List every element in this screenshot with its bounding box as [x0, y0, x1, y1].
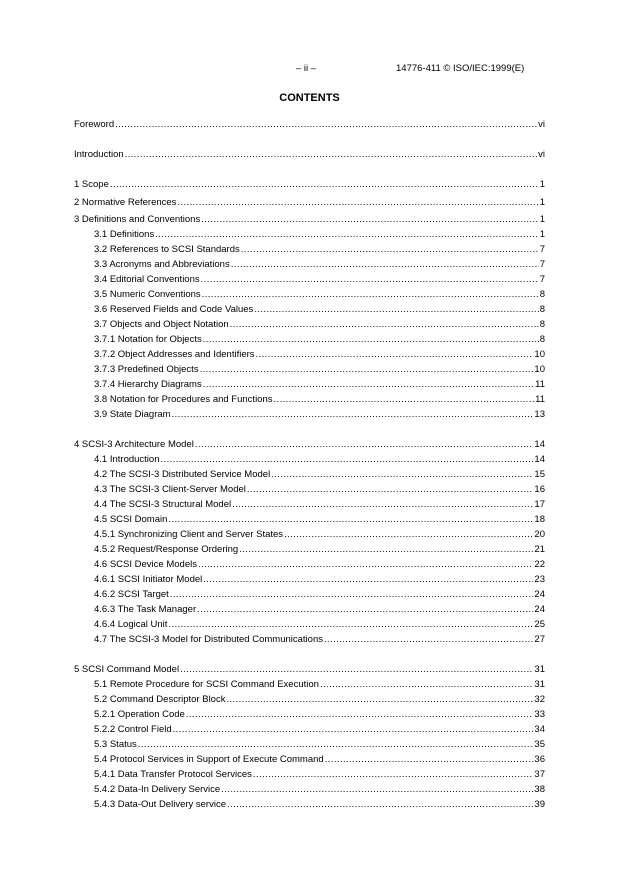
- toc-dot-leader: [227, 798, 533, 811]
- toc-entry-page: 10: [534, 349, 545, 360]
- toc-row[interactable]: [0, 468, 619, 481]
- toc-entry[interactable]: [94, 633, 545, 646]
- toc-entry-label: 3 Definitions and Conventions: [74, 214, 201, 225]
- toc-row[interactable]: [0, 453, 619, 466]
- toc-entry[interactable]: [74, 438, 545, 451]
- toc-dot-leader: [200, 363, 534, 376]
- toc-entry-label: 3.9 State Diagram: [94, 409, 171, 420]
- toc-entry[interactable]: [94, 708, 545, 721]
- toc-entry-page: 1: [539, 179, 545, 190]
- toc-entry[interactable]: [94, 603, 545, 616]
- toc-dot-leader: [256, 348, 534, 361]
- toc-entry-page: 18: [534, 514, 545, 525]
- toc-entry[interactable]: [94, 318, 545, 331]
- document-reference: 14776-411 © ISO/IEC:1999(E): [396, 63, 525, 74]
- toc-entry[interactable]: [94, 393, 545, 406]
- toc-dot-leader: [168, 618, 533, 631]
- toc-entry[interactable]: [74, 148, 545, 161]
- toc-row[interactable]: [0, 213, 619, 226]
- toc-entry-page: 33: [534, 709, 545, 720]
- toc-dot-leader: [230, 318, 539, 331]
- toc-dot-leader: [254, 303, 538, 316]
- toc-row[interactable]: [0, 498, 619, 511]
- toc-dot-leader: [203, 378, 534, 391]
- toc-entry[interactable]: [94, 498, 545, 511]
- page-title: CONTENTS: [279, 92, 340, 104]
- toc-entry-page: 11: [535, 379, 545, 390]
- toc-entry-label: 2 Normative References: [74, 197, 177, 208]
- toc-entry-page: 22: [534, 559, 545, 570]
- toc-entry-label: 3.4 Editorial Conventions: [94, 274, 200, 285]
- toc-entry-label: 4.7 The SCSI-3 Model for Distributed Communications: [94, 634, 323, 645]
- toc-dot-leader: [203, 573, 533, 586]
- toc-row[interactable]: [0, 288, 619, 301]
- toc-entry-label: 4.6.4 Logical Unit: [94, 619, 168, 630]
- toc-entry-label: 5.2.2 Control Field: [94, 724, 172, 735]
- toc-entry[interactable]: [94, 258, 545, 271]
- toc-row[interactable]: [0, 483, 619, 496]
- toc-row[interactable]: [0, 768, 619, 781]
- toc-entry[interactable]: [94, 513, 545, 526]
- toc-row[interactable]: [0, 558, 619, 571]
- toc-dot-leader: [247, 483, 534, 496]
- toc-entry-page: 39: [534, 799, 545, 810]
- toc-entry[interactable]: [94, 753, 545, 766]
- toc-row[interactable]: [0, 543, 619, 556]
- toc-dot-leader: [170, 588, 534, 601]
- toc-row[interactable]: [0, 273, 619, 286]
- toc-entry-page: 16: [534, 484, 545, 495]
- toc-dot-leader: [195, 438, 534, 451]
- toc-entry-page: 23: [534, 574, 545, 585]
- toc-entry[interactable]: [94, 798, 545, 811]
- toc-dot-leader: [115, 118, 537, 131]
- toc-entry[interactable]: [94, 288, 545, 301]
- toc-entry-label: 3.7.2 Object Addresses and Identifiers: [94, 349, 255, 360]
- toc-entry-page: 8: [539, 304, 545, 315]
- toc-row[interactable]: [0, 618, 619, 631]
- toc-entry-label: 4.5.2 Request/Response Ordering: [94, 544, 239, 555]
- toc-entry-page: 1: [539, 197, 545, 208]
- toc-row[interactable]: [0, 783, 619, 796]
- toc-entry-page: 1: [539, 229, 545, 240]
- toc-entry-page: 37: [534, 769, 545, 780]
- toc-entry-page: 36: [534, 754, 545, 765]
- toc-row[interactable]: [0, 723, 619, 736]
- toc-entry-page: 7: [539, 244, 545, 255]
- toc-dot-leader: [177, 196, 538, 209]
- toc-dot-leader: [239, 543, 533, 556]
- toc-entry-label: 3.8 Notation for Procedures and Functions: [94, 394, 273, 405]
- toc-entry-page: 20: [534, 529, 545, 540]
- toc-entry-page: vi: [538, 149, 545, 160]
- toc-row[interactable]: [0, 663, 619, 676]
- toc-row[interactable]: [0, 693, 619, 706]
- toc-row[interactable]: [0, 798, 619, 811]
- toc-entry-label: 5.4.1 Data Transfer Protocol Services: [94, 769, 252, 780]
- toc-entry-page: 11: [535, 394, 545, 405]
- toc-entry-label: 4.5 SCSI Domain: [94, 514, 168, 525]
- toc-entry-label: 4 SCSI-3 Architecture Model: [74, 439, 194, 450]
- toc-dot-leader: [221, 783, 533, 796]
- toc-dot-leader: [180, 663, 533, 676]
- toc-dot-leader: [253, 768, 534, 781]
- toc-entry[interactable]: [94, 468, 545, 481]
- toc-row[interactable]: [0, 438, 619, 451]
- toc-dot-leader: [138, 738, 534, 751]
- toc-row[interactable]: [0, 708, 619, 721]
- toc-dot-leader: [324, 633, 533, 646]
- toc-row[interactable]: [0, 363, 619, 376]
- toc-row[interactable]: [0, 378, 619, 391]
- toc-entry[interactable]: [94, 483, 545, 496]
- toc-row[interactable]: [0, 528, 619, 541]
- toc-entry[interactable]: [94, 768, 545, 781]
- toc-entry-page: 7: [539, 259, 545, 270]
- toc-entry-page: 8: [539, 289, 545, 300]
- toc-entry[interactable]: [94, 558, 545, 571]
- toc-entry[interactable]: [94, 408, 545, 421]
- toc-entry[interactable]: [74, 118, 545, 131]
- toc-row[interactable]: [0, 633, 619, 646]
- toc-row[interactable]: [0, 348, 619, 361]
- toc-row[interactable]: [0, 753, 619, 766]
- toc-entry-page: 32: [534, 694, 545, 705]
- toc-entry-page: 13: [534, 409, 545, 420]
- toc-entry-label: Foreword: [74, 119, 115, 130]
- toc-dot-leader: [161, 453, 534, 466]
- toc-entry-label: 4.4 The SCSI-3 Structural Model: [94, 499, 232, 510]
- toc-dot-leader: [274, 393, 535, 406]
- toc-row[interactable]: [0, 678, 619, 691]
- toc-entry-label: 3.5 Numeric Conventions: [94, 289, 201, 300]
- toc-dot-leader: [284, 528, 533, 541]
- toc-row[interactable]: [0, 738, 619, 751]
- toc-dot-leader: [231, 258, 539, 271]
- toc-entry-label: 3.7 Objects and Object Notation: [94, 319, 229, 330]
- toc-entry-label: 3.2 References to SCSI Standards: [94, 244, 240, 255]
- toc-dot-leader: [168, 513, 533, 526]
- toc-entry[interactable]: [94, 588, 545, 601]
- toc-entry[interactable]: [94, 228, 545, 241]
- toc-entry-page: 14: [534, 439, 545, 450]
- toc-dot-leader: [320, 678, 533, 691]
- toc-row[interactable]: [0, 303, 619, 316]
- toc-entry[interactable]: [94, 348, 545, 361]
- toc-entry-page: 25: [534, 619, 545, 630]
- toc-entry[interactable]: [94, 618, 545, 631]
- toc-entry-page: 38: [534, 784, 545, 795]
- toc-entry[interactable]: [94, 783, 545, 796]
- toc-row[interactable]: [0, 258, 619, 271]
- toc-entry-page: 8: [539, 319, 545, 330]
- toc-dot-leader: [125, 148, 537, 161]
- toc-entry[interactable]: [74, 196, 545, 209]
- toc-entry-label: 5.4.2 Data-In Delivery Service: [94, 784, 221, 795]
- page-number: – ii –: [296, 63, 317, 74]
- toc-row[interactable]: [0, 393, 619, 406]
- toc-entry[interactable]: [94, 243, 545, 256]
- toc-entry-label: 4.6.2 SCSI Target: [94, 589, 169, 600]
- toc-entry-label: 3.3 Acronyms and Abbreviations: [94, 259, 230, 270]
- toc-entry-page: 1: [539, 214, 545, 225]
- toc-entry[interactable]: [94, 738, 545, 751]
- toc-dot-leader: [155, 228, 539, 241]
- toc-entry[interactable]: [94, 453, 545, 466]
- toc-entry-label: 5.4.3 Data-Out Delivery service: [94, 799, 226, 810]
- toc-entry-label: 4.6.3 The Task Manager: [94, 604, 197, 615]
- toc-entry[interactable]: [94, 303, 545, 316]
- toc-dot-leader: [198, 558, 533, 571]
- toc-dot-leader: [202, 288, 539, 301]
- toc-entry[interactable]: [94, 573, 545, 586]
- toc-row[interactable]: [0, 588, 619, 601]
- toc-dot-leader: [172, 408, 534, 421]
- toc-entry-label: 1 Scope: [74, 179, 109, 190]
- toc-entry-page: 31: [534, 664, 545, 675]
- toc-entry-page: 17: [534, 499, 545, 510]
- toc-entry[interactable]: [94, 333, 545, 346]
- toc-row[interactable]: [0, 603, 619, 616]
- toc-row[interactable]: [0, 118, 619, 131]
- toc-entry-page: 24: [534, 604, 545, 615]
- toc-dot-leader: [325, 753, 534, 766]
- toc-dot-leader: [271, 468, 533, 481]
- toc-dot-leader: [197, 603, 533, 616]
- toc-dot-leader: [203, 333, 539, 346]
- toc-entry-label: 4.6.1 SCSI Initiator Model: [94, 574, 203, 585]
- toc-entry-page: 21: [534, 544, 545, 555]
- toc-entry[interactable]: [94, 363, 545, 376]
- toc-dot-leader: [241, 243, 539, 256]
- toc-row[interactable]: [0, 333, 619, 346]
- toc-dot-leader: [201, 213, 538, 226]
- toc-entry-page: 14: [534, 454, 545, 465]
- toc-entry-page: vi: [538, 119, 545, 130]
- toc-dot-leader: [226, 693, 533, 706]
- toc-entry-page: 8: [539, 334, 545, 345]
- toc-entry-label: Introduction: [74, 149, 124, 160]
- toc-entry-page: 27: [534, 634, 545, 645]
- toc-entry-label: 3.7.4 Hierarchy Diagrams: [94, 379, 202, 390]
- toc-entry-label: 5 SCSI Command Model: [74, 664, 180, 675]
- toc-entry[interactable]: [94, 723, 545, 736]
- toc-dot-leader: [186, 708, 534, 721]
- toc-entry-label: 3.7.1 Notation for Objects: [94, 334, 202, 345]
- toc-entry[interactable]: [94, 543, 545, 556]
- toc-entry-label: 3.1 Definitions: [94, 229, 155, 240]
- toc-row[interactable]: [0, 513, 619, 526]
- toc-entry[interactable]: [94, 378, 545, 391]
- toc-entry-page: 24: [534, 589, 545, 600]
- toc-entry[interactable]: [74, 213, 545, 226]
- toc-entry-page: 35: [534, 739, 545, 750]
- toc-entry-label: 4.6 SCSI Device Models: [94, 559, 197, 570]
- toc-entry-label: 4.5.1 Synchronizing Client and Server States: [94, 529, 284, 540]
- toc-entry-page: 34: [534, 724, 545, 735]
- toc-entry[interactable]: [94, 528, 545, 541]
- toc-row[interactable]: [0, 408, 619, 421]
- toc-entry-label: 4.2 The SCSI-3 Distributed Service Model: [94, 469, 271, 480]
- toc-row[interactable]: [0, 148, 619, 161]
- toc-row[interactable]: [0, 243, 619, 256]
- toc-dot-leader: [232, 498, 533, 511]
- toc-entry-page: 15: [534, 469, 545, 480]
- toc-entry-page: 10: [534, 364, 545, 375]
- toc-entry-label: 5.4 Protocol Services in Support of Execute Command: [94, 754, 324, 765]
- toc-dot-leader: [201, 273, 539, 286]
- toc-entry[interactable]: [74, 663, 545, 676]
- toc-row[interactable]: [0, 228, 619, 241]
- toc-row[interactable]: [0, 178, 619, 191]
- toc-entry[interactable]: [74, 178, 545, 191]
- toc-row[interactable]: [0, 573, 619, 586]
- toc-entry-label: 3.7.3 Predefined Objects: [94, 364, 199, 375]
- toc-dot-leader: [173, 723, 534, 736]
- toc-entry-label: 5.3 Status: [94, 739, 137, 750]
- toc-entry[interactable]: [94, 693, 545, 706]
- toc-entry-label: 3.6 Reserved Fields and Code Values: [94, 304, 254, 315]
- toc-row[interactable]: [0, 318, 619, 331]
- toc-entry[interactable]: [94, 678, 545, 691]
- toc-entry-page: 7: [539, 274, 545, 285]
- toc-dot-leader: [110, 178, 539, 191]
- toc-entry-page: 31: [534, 679, 545, 690]
- toc-entry-label: 5.1 Remote Procedure for SCSI Command Execution: [94, 679, 319, 690]
- toc-row[interactable]: [0, 196, 619, 209]
- toc-entry-label: 4.1 Introduction: [94, 454, 160, 465]
- toc-entry-label: 5.2.1 Operation Code: [94, 709, 185, 720]
- toc-entry-label: 4.3 The SCSI-3 Client-Server Model: [94, 484, 246, 495]
- toc-entry[interactable]: [94, 273, 545, 286]
- toc-entry-label: 5.2 Command Descriptor Block: [94, 694, 226, 705]
